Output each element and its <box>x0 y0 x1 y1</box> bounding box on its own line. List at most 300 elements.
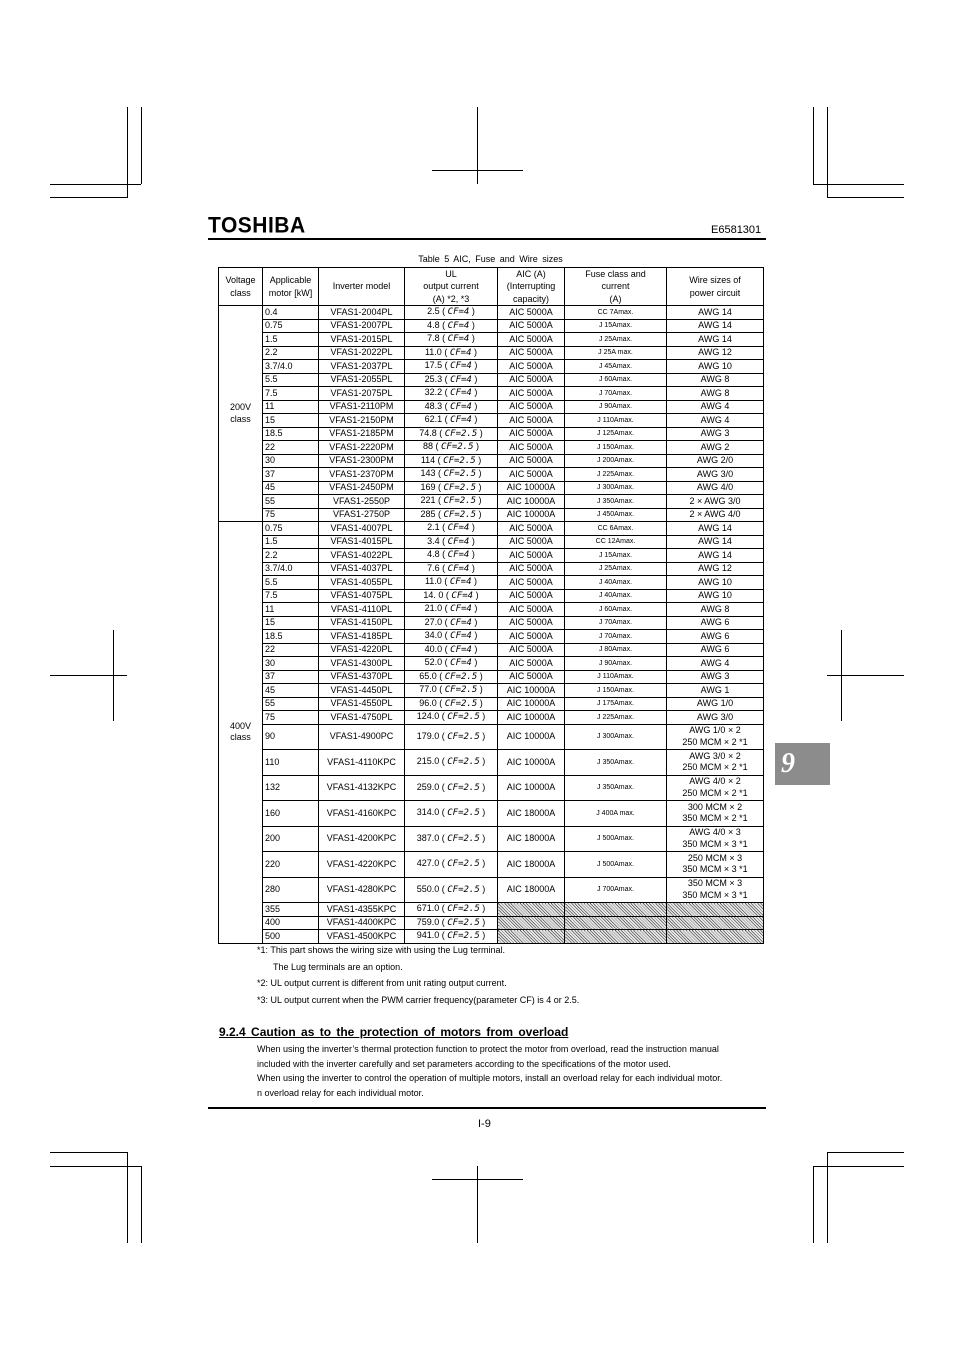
note-1-cont: The Lug terminals are an option. <box>273 961 403 972</box>
ul-current-cell: 32.2 ( CF=4 ) <box>405 387 498 401</box>
carrier-frequency-label: CF=2.5 <box>447 782 480 793</box>
table-row <box>219 319 764 333</box>
inverter-model-cell: VFAS1-4370PL <box>319 670 405 684</box>
table-row <box>219 414 764 428</box>
carrier-frequency-label: CF=4 <box>450 617 472 628</box>
inverter-model-cell: VFAS1-2150PM <box>319 414 405 428</box>
aic-cell: AIC 5000A <box>498 346 565 360</box>
inverter-model-cell: VFAS1-2750P <box>319 508 405 522</box>
header-rule <box>208 238 766 240</box>
fuse-cell: J 15Amax. <box>565 319 667 333</box>
fuse-cell: J 125Amax. <box>565 427 667 441</box>
ul-current-cell: 387.0 ( CF=2.5 ) <box>405 826 498 852</box>
ul-current-cell: 21.0 ( CF=4 ) <box>405 603 498 617</box>
aic-cell: AIC 10000A <box>498 684 565 698</box>
inverter-model-cell: VFAS1-4055PL <box>319 576 405 590</box>
fuse-cell: J 70Amax. <box>565 630 667 644</box>
carrier-frequency-label: CF=4 <box>449 577 472 587</box>
inverter-model-cell: VFAS1-2007PL <box>319 319 405 333</box>
header-applicable-motor <box>263 268 319 306</box>
motor-kw-cell: 18.5 <box>263 427 319 441</box>
hatched-cell <box>498 916 565 930</box>
motor-kw-cell: 45 <box>263 684 319 698</box>
carrier-frequency-label: CF=2.5 <box>447 757 480 767</box>
wire-size-cell: AWG 4 <box>667 657 764 671</box>
aic-cell: AIC 5000A <box>498 589 565 603</box>
aic-cell: AIC 5000A <box>498 454 565 468</box>
table-row <box>219 603 764 617</box>
hatched-cell <box>565 930 667 944</box>
motor-kw-cell: 160 <box>263 801 319 827</box>
motor-kw-cell: 5.5 <box>263 373 319 387</box>
wire-size-cell: AWG 14 <box>667 333 764 347</box>
inverter-model-cell: VFAS1-4355KPC <box>319 903 405 917</box>
carrier-frequency-label: CF=4 <box>447 563 470 574</box>
fuse-cell: J 25A max. <box>565 346 667 360</box>
inverter-model-cell: VFAS1-4075PL <box>319 589 405 603</box>
aic-cell: AIC 5000A <box>498 630 565 644</box>
table-row <box>219 535 764 549</box>
table-row <box>219 724 764 750</box>
wire-size-cell: AWG 14 <box>667 522 764 536</box>
paragraph-line: n overload relay for each individual motor. <box>257 1087 424 1098</box>
header-line: Fuse class and <box>585 269 646 280</box>
fuse-cell: J 40Amax. <box>565 576 667 590</box>
ul-current-cell: 7.8 ( CF=4 ) <box>405 333 498 347</box>
aic-cell: AIC 5000A <box>498 387 565 401</box>
motor-kw-cell: 280 <box>263 877 319 903</box>
carrier-frequency-label: CF=4 <box>450 644 472 655</box>
inverter-model-cell: VFAS1-2075PL <box>319 387 405 401</box>
wire-size-cell: AWG 10 <box>667 360 764 374</box>
header-line: (A) *2, *3 <box>432 293 470 304</box>
motor-kw-cell: 110 <box>263 750 319 776</box>
ul-current-cell: 143 ( CF=2.5 ) <box>405 468 498 482</box>
fuse-cell: J 225Amax. <box>565 711 667 725</box>
motor-kw-cell: 0.75 <box>263 522 319 536</box>
header-aic <box>498 268 565 306</box>
inverter-model-cell: VFAS1-2022PL <box>319 346 405 360</box>
carrier-frequency-label: CF=4 <box>450 415 472 425</box>
header-line: Applicable <box>269 275 312 286</box>
aic-cell: AIC 18000A <box>498 877 565 903</box>
inverter-model-cell: VFAS1-4037PL <box>319 562 405 576</box>
header-line: class <box>230 287 251 298</box>
wire-size-cell: 250 MCM × 3 350 MCM × 3 *1 <box>667 852 764 878</box>
ul-current-cell: 671.0 ( CF=2.5 ) <box>405 903 498 917</box>
table-row <box>219 801 764 827</box>
ul-current-cell: 34.0 ( CF=4 ) <box>405 630 498 644</box>
fuse-cell: J 350Amax. <box>565 775 667 801</box>
aic-cell: AIC 5000A <box>498 414 565 428</box>
wire-size-cell: AWG 4/0 <box>667 481 764 495</box>
wire-size-cell: AWG 4 <box>667 414 764 428</box>
inverter-model-cell: VFAS1-2370PM <box>319 468 405 482</box>
ul-current-cell: 11.0 ( CF=4 ) <box>405 576 498 590</box>
table-row <box>219 750 764 776</box>
carrier-frequency-label: CF=2.5 <box>447 712 480 722</box>
motor-kw-cell: 132 <box>263 775 319 801</box>
aic-cell: AIC 10000A <box>498 750 565 776</box>
ul-current-cell: 179.0 ( CF=2.5 ) <box>405 724 498 750</box>
table-row <box>219 903 764 917</box>
toshiba-logo: TOSHIBA <box>208 213 306 238</box>
aic-cell: AIC 5000A <box>498 441 565 455</box>
wire-size-cell: AWG 14 <box>667 549 764 563</box>
wire-size-cell: AWG 2/0 <box>667 454 764 468</box>
inverter-model-cell: VFAS1-2450PM <box>319 481 405 495</box>
carrier-frequency-label: CF=2.5 <box>444 698 478 709</box>
inverter-model-cell: VFAS1-4400KPC <box>319 916 405 930</box>
wire-size-cell: AWG 8 <box>667 387 764 401</box>
aic-cell: AIC 5000A <box>498 643 565 657</box>
motor-kw-cell: 18.5 <box>263 630 319 644</box>
ul-current-cell: 759.0 ( CF=2.5 ) <box>405 916 498 930</box>
wire-size-cell: AWG 1/0 <box>667 697 764 711</box>
table-row <box>219 643 764 657</box>
header-inverter-model <box>319 268 405 306</box>
carrier-frequency-label: CF=4 <box>447 536 470 547</box>
fuse-cell: J 25Amax. <box>565 333 667 347</box>
carrier-frequency-label: CF=4 <box>447 307 470 317</box>
motor-kw-cell: 22 <box>263 441 319 455</box>
aic-cell: AIC 5000A <box>498 319 565 333</box>
paragraph-line: When using the inverter’s thermal protection function to protect the motor from overload, read the instruction manual <box>257 1044 719 1054</box>
fuse-cell: J 300Amax. <box>565 481 667 495</box>
motor-kw-cell: 37 <box>263 670 319 684</box>
inverter-model-cell: VFAS1-4110KPC <box>319 750 405 776</box>
table-row <box>219 387 764 401</box>
table-row <box>219 454 764 468</box>
header-wire-sizes <box>667 268 764 306</box>
wire-size-cell: AWG 3/0 <box>667 468 764 482</box>
fuse-cell: J 500Amax. <box>565 852 667 878</box>
carrier-frequency-label: CF=2.5 <box>447 731 480 742</box>
table-row <box>219 576 764 590</box>
fuse-cell: J 15Amax. <box>565 549 667 563</box>
carrier-frequency-label: CF=4 <box>450 631 472 641</box>
aic-cell: AIC 5000A <box>498 562 565 576</box>
motor-kw-cell: 3.7/4.0 <box>263 360 319 374</box>
ul-current-cell: 285 ( CF=2.5 ) <box>405 508 498 522</box>
ul-current-cell: 11.0 ( CF=4 ) <box>405 346 498 360</box>
aic-cell: AIC 10000A <box>498 724 565 750</box>
fuse-cell: J 70Amax. <box>565 616 667 630</box>
header-line: (Interrupting <box>506 281 556 292</box>
fuse-cell: J 90Amax. <box>565 400 667 414</box>
ul-current-cell: 52.0 ( CF=4 ) <box>405 657 498 671</box>
wire-size-cell: AWG 14 <box>667 535 764 549</box>
carrier-frequency-label: CF=2.5 <box>443 469 477 479</box>
inverter-model-cell: VFAS1-2037PL <box>319 360 405 374</box>
table-row <box>219 346 764 360</box>
table-row <box>219 495 764 509</box>
fuse-cell: J 80Amax. <box>565 643 667 657</box>
table-row <box>219 826 764 852</box>
aic-cell: AIC 5000A <box>498 427 565 441</box>
wire-size-cell: AWG 6 <box>667 616 764 630</box>
wire-size-cell: AWG 1 <box>667 684 764 698</box>
motor-kw-cell: 55 <box>263 495 319 509</box>
table-row <box>219 549 764 563</box>
section-body <box>257 1042 767 1100</box>
ul-current-cell: 40.0 ( CF=4 ) <box>405 643 498 657</box>
aic-cell: AIC 10000A <box>498 775 565 801</box>
ul-current-cell: 4.8 ( CF=4 ) <box>405 319 498 333</box>
fuse-cell: J 500Amax. <box>565 826 667 852</box>
wire-size-cell: AWG 10 <box>667 576 764 590</box>
motor-kw-cell: 1.5 <box>263 535 319 549</box>
ul-current-cell: 259.0 ( CF=2.5 ) <box>405 775 498 801</box>
fuse-cell: J 300Amax. <box>565 724 667 750</box>
carrier-frequency-label: CF=2.5 <box>443 482 477 493</box>
ul-current-cell: 2.5 ( CF=4 ) <box>405 306 498 320</box>
table-row <box>219 684 764 698</box>
inverter-model-cell: VFAS1-4750PL <box>319 711 405 725</box>
motor-kw-cell: 30 <box>263 454 319 468</box>
paragraph-line: included with the inverter carefully and set parameters according to the specifications of the motor used. <box>257 1058 671 1069</box>
wire-size-cell: AWG 4 <box>667 400 764 414</box>
motor-kw-cell: 11 <box>263 400 319 414</box>
ul-current-cell: 14. 0 ( CF=4 ) <box>405 589 498 603</box>
header-ul-output-current <box>405 268 498 306</box>
inverter-model-cell: VFAS1-2055PL <box>319 373 405 387</box>
fuse-cell: J 25Amax. <box>565 562 667 576</box>
wire-size-cell: AWG 6 <box>667 630 764 644</box>
aic-cell: AIC 18000A <box>498 852 565 878</box>
ul-current-cell: 215.0 ( CF=2.5 ) <box>405 750 498 776</box>
ul-current-cell: 96.0 ( CF=2.5 ) <box>405 697 498 711</box>
motor-kw-cell: 5.5 <box>263 576 319 590</box>
motor-kw-cell: 15 <box>263 616 319 630</box>
table-notes <box>257 942 579 1008</box>
hatched-cell <box>667 916 764 930</box>
aic-cell: AIC 18000A <box>498 801 565 827</box>
note-2: *2: UL output current is different from unit rating output current. <box>257 978 507 989</box>
ul-current-cell: 3.4 ( CF=4 ) <box>405 535 498 549</box>
ul-current-cell: 314.0 ( CF=2.5 ) <box>405 801 498 827</box>
carrier-frequency-label: CF=4 <box>447 320 470 331</box>
table-row <box>219 616 764 630</box>
ul-current-cell: 2.1 ( CF=4 ) <box>405 522 498 536</box>
carrier-frequency-label: CF=4 <box>450 374 472 385</box>
wire-size-cell: 2 × AWG 4/0 <box>667 508 764 522</box>
aic-cell: AIC 5000A <box>498 535 565 549</box>
inverter-model-cell: VFAS1-2220PM <box>319 441 405 455</box>
motor-kw-cell: 0.75 <box>263 319 319 333</box>
carrier-frequency-label: CF=2.5 <box>443 509 477 520</box>
motor-kw-cell: 37 <box>263 468 319 482</box>
wire-size-cell: AWG 8 <box>667 603 764 617</box>
table-row <box>219 877 764 903</box>
wire-size-cell: AWG 12 <box>667 562 764 576</box>
inverter-model-cell: VFAS1-4220KPC <box>319 852 405 878</box>
aic-cell: AIC 5000A <box>498 400 565 414</box>
motor-kw-cell: 2.2 <box>263 549 319 563</box>
motor-kw-cell: 22 <box>263 643 319 657</box>
table-row <box>219 852 764 878</box>
hatched-cell <box>498 903 565 917</box>
inverter-model-cell: VFAS1-4280KPC <box>319 877 405 903</box>
motor-kw-cell: 75 <box>263 711 319 725</box>
header-line: motor [kW] <box>268 287 313 298</box>
fuse-cell: CC 12Amax. <box>565 535 667 549</box>
fuse-cell: J 40Amax. <box>565 589 667 603</box>
motor-kw-cell: 200 <box>263 826 319 852</box>
header-line: capacity) <box>512 293 549 304</box>
aic-cell: AIC 5000A <box>498 657 565 671</box>
inverter-model-cell: VFAS1-2300PM <box>319 454 405 468</box>
note-3: *3: UL output current when the PWM carrier frequency(parameter CF) is 4 or 2.5. <box>257 994 580 1005</box>
note-1: *1: This part shows the wiring size with using the Lug terminal. <box>257 945 505 955</box>
header-line: Voltage <box>225 275 256 286</box>
aic-cell: AIC 5000A <box>498 468 565 482</box>
table-row <box>219 916 764 930</box>
wire-size-cell: AWG 4/0 × 2 250 MCM × 2 *1 <box>667 775 764 801</box>
table-row <box>219 373 764 387</box>
inverter-model-cell: VFAS1-2110PM <box>319 400 405 414</box>
fuse-cell: J 150Amax. <box>565 441 667 455</box>
header-line: current <box>601 281 630 292</box>
wire-size-cell: AWG 14 <box>667 319 764 333</box>
inverter-model-cell: VFAS1-4900PC <box>319 724 405 750</box>
header-line: (A) <box>609 293 622 304</box>
motor-kw-cell: 75 <box>263 508 319 522</box>
wire-size-cell: AWG 6 <box>667 643 764 657</box>
voltage-class-cell: 400V class <box>219 522 263 944</box>
ul-current-cell: 427.0 ( CF=2.5 ) <box>405 852 498 878</box>
table-row <box>219 481 764 495</box>
motor-kw-cell: 11 <box>263 603 319 617</box>
table-row <box>219 562 764 576</box>
header-line: AIC (A) <box>516 269 546 280</box>
wire-size-cell: AWG 3/0 × 2 250 MCM × 2 *1 <box>667 750 764 776</box>
motor-kw-cell: 45 <box>263 481 319 495</box>
carrier-frequency-label: CF=2.5 <box>447 917 480 928</box>
fuse-cell: J 200Amax. <box>565 454 667 468</box>
fuse-cell: J 70Amax. <box>565 387 667 401</box>
motor-kw-cell: 90 <box>263 724 319 750</box>
fuse-cell: CC 7Amax. <box>565 306 667 320</box>
fuse-cell: J 700Amax. <box>565 877 667 903</box>
paragraph-line: When using the inverter to control the operation of multiple motors, install an overload relay for each individual motor. <box>257 1073 723 1083</box>
fuse-cell: J 60Amax. <box>565 373 667 387</box>
table-row <box>219 333 764 347</box>
wire-size-cell: 300 MCM × 2 350 MCM × 2 *1 <box>667 801 764 827</box>
aic-cell: AIC 5000A <box>498 360 565 374</box>
ul-current-cell: 65.0 ( CF=2.5 ) <box>405 670 498 684</box>
fuse-cell: J 110Amax. <box>565 670 667 684</box>
motor-kw-cell: 7.5 <box>263 387 319 401</box>
aic-cell: AIC 10000A <box>498 711 565 725</box>
ul-current-cell: 114 ( CF=2.5 ) <box>405 454 498 468</box>
aic-cell: AIC 5000A <box>498 603 565 617</box>
motor-kw-cell: 15 <box>263 414 319 428</box>
inverter-model-cell: VFAS1-4150PL <box>319 616 405 630</box>
inverter-model-cell: VFAS1-4550PL <box>319 697 405 711</box>
carrier-frequency-label: CF=2.5 <box>444 685 478 695</box>
motor-kw-cell: 55 <box>263 697 319 711</box>
wire-size-cell: 2 × AWG 3/0 <box>667 495 764 509</box>
aic-cell: AIC 5000A <box>498 616 565 630</box>
wire-size-cell: AWG 3/0 <box>667 711 764 725</box>
carrier-frequency-label: CF=2.5 <box>444 428 478 439</box>
carrier-frequency-label: CF=2.5 <box>447 884 480 895</box>
carrier-frequency-label: CF=2.5 <box>447 833 480 844</box>
carrier-frequency-label: CF=4 <box>447 523 470 533</box>
fuse-cell: J 150Amax. <box>565 684 667 698</box>
motor-kw-cell: 500 <box>263 930 319 944</box>
ul-current-cell: 550.0 ( CF=2.5 ) <box>405 877 498 903</box>
carrier-frequency-label: CF=4 <box>447 334 470 344</box>
voltage-class-cell: 200V class <box>219 306 263 522</box>
table-row <box>219 468 764 482</box>
aic-cell: AIC 5000A <box>498 306 565 320</box>
aic-cell: AIC 5000A <box>498 333 565 347</box>
inverter-model-cell: VFAS1-4110PL <box>319 603 405 617</box>
table-row <box>219 697 764 711</box>
table-header-row <box>219 268 764 306</box>
wire-size-cell: AWG 3 <box>667 427 764 441</box>
inverter-model-cell: VFAS1-4160KPC <box>319 801 405 827</box>
motor-kw-cell: 220 <box>263 852 319 878</box>
aic-cell: AIC 5000A <box>498 549 565 563</box>
header-line: Inverter model <box>332 281 391 292</box>
carrier-frequency-label: CF=4 <box>451 590 474 601</box>
inverter-model-cell: VFAS1-2015PL <box>319 333 405 347</box>
table-row <box>219 441 764 455</box>
ul-current-cell: 7.6 ( CF=4 ) <box>405 562 498 576</box>
motor-kw-cell: 400 <box>263 916 319 930</box>
carrier-frequency-label: CF=2.5 <box>447 904 480 914</box>
ul-current-cell: 221 ( CF=2.5 ) <box>405 495 498 509</box>
header-fuse-class <box>565 268 667 306</box>
ul-current-cell: 124.0 ( CF=2.5 ) <box>405 711 498 725</box>
fuse-cell: J 90Amax. <box>565 657 667 671</box>
motor-kw-cell: 355 <box>263 903 319 917</box>
ul-current-cell: 169 ( CF=2.5 ) <box>405 481 498 495</box>
header-line: UL <box>445 269 457 280</box>
table-row <box>219 427 764 441</box>
inverter-model-cell: VFAS1-4185PL <box>319 630 405 644</box>
table-row <box>219 589 764 603</box>
table-row <box>219 400 764 414</box>
fuse-cell: J 45Amax. <box>565 360 667 374</box>
inverter-model-cell: VFAS1-4300PL <box>319 657 405 671</box>
carrier-frequency-label: CF=2.5 <box>443 496 477 506</box>
table-row <box>219 360 764 374</box>
motor-kw-cell: 7.5 <box>263 589 319 603</box>
aic-cell: AIC 5000A <box>498 522 565 536</box>
page-number: I-9 <box>478 1118 491 1130</box>
inverter-model-cell: VFAS1-4007PL <box>319 522 405 536</box>
carrier-frequency-label: CF=2.5 <box>447 808 480 818</box>
hatched-cell <box>565 916 667 930</box>
inverter-model-cell: VFAS1-4500KPC <box>319 930 405 944</box>
inverter-model-cell: VFAS1-2185PM <box>319 427 405 441</box>
wire-size-cell: 350 MCM × 3 350 MCM × 3 *1 <box>667 877 764 903</box>
carrier-frequency-label: CF=4 <box>450 388 472 398</box>
carrier-frequency-label: CF=4 <box>449 347 472 358</box>
wire-size-cell: AWG 3 <box>667 670 764 684</box>
fuse-cell: J 350Amax. <box>565 495 667 509</box>
carrier-frequency-label: CF=2.5 <box>447 931 480 941</box>
inverter-model-cell: VFAS1-4022PL <box>319 549 405 563</box>
footer-rule <box>208 1107 766 1109</box>
hatched-cell <box>667 903 764 917</box>
carrier-frequency-label: CF=4 <box>450 604 472 614</box>
wire-size-cell: AWG 8 <box>667 373 764 387</box>
